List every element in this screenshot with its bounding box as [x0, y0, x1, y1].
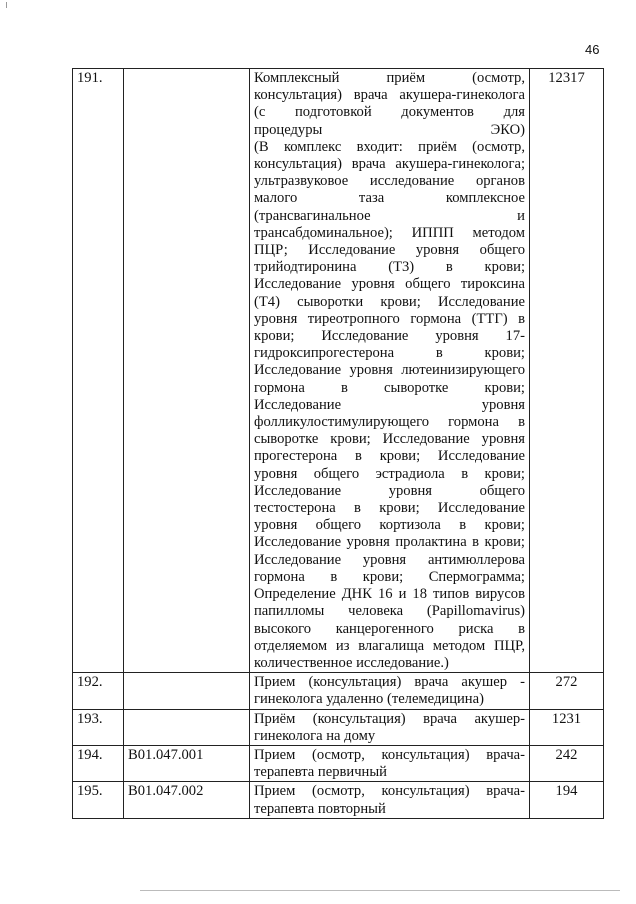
service-name-line: Исследование уровня антимюллерова — [254, 551, 525, 568]
service-name-line: уровня общего кортизола в крови; — [254, 517, 525, 534]
service-price: 242 — [530, 745, 604, 781]
service-name-line: малого таза комплексное — [254, 190, 525, 207]
service-name-line: консультация) врача акушера-гинеколога; — [254, 156, 525, 173]
service-name-line: крови; Исследование уровня 17- — [254, 328, 525, 345]
service-name-line: процедуры ЭКО) — [254, 121, 525, 138]
service-code — [124, 69, 250, 673]
row-number: 192. — [73, 673, 124, 709]
service-price: 1231 — [530, 709, 604, 745]
service-price: 194 — [530, 782, 604, 818]
row-number: 195. — [73, 782, 124, 818]
scan-corner-mark — [6, 2, 13, 8]
service-name-line: Прием (осмотр, консультация) врача- — [254, 746, 525, 763]
service-name-line: (трансвагинальное и — [254, 207, 525, 224]
service-name-line: папилломы человека (Papillomavirus) — [254, 603, 525, 620]
service-name-line: прогестерона в крови; Исследование — [254, 448, 525, 465]
price-table — [72, 68, 604, 819]
service-name-line: гинеколога на дому — [254, 727, 376, 744]
service-name-line: Исследование уровня пролактина в крови; — [254, 534, 525, 551]
service-name — [250, 709, 530, 745]
service-code: В01.047.002 — [124, 782, 250, 818]
row-number: 193. — [73, 709, 124, 745]
service-name-line: Прием (консультация) врача акушер - — [254, 674, 525, 691]
service-price: 12317 — [530, 69, 604, 673]
service-price: 272 — [530, 673, 604, 709]
service-name-line: тестостерона в крови; Исследование — [254, 500, 525, 517]
service-name — [250, 782, 530, 818]
service-name-line: отделяемом из влагалища методом ПЦР, — [254, 637, 525, 654]
service-name-line: Определение ДНК 16 и 18 типов вирусов — [254, 586, 525, 603]
table-row — [73, 673, 604, 709]
price-table-body — [73, 69, 604, 819]
table-row — [73, 709, 604, 745]
service-name-line: сыворотке крови; Исследование уровня — [254, 431, 525, 448]
service-name-line: Комплексный приём (осмотр, — [254, 70, 525, 86]
service-name-line: гинеколога удаленно (телемедицина) — [254, 691, 484, 708]
bottom-rule — [140, 890, 620, 891]
service-name-line: гормона в сыворотке крови; — [254, 379, 525, 396]
service-name-line: гидроксипрогестерона в крови; — [254, 345, 525, 362]
service-name-line: (Т4) сыворотки крови; Исследование — [254, 293, 525, 310]
service-name-line: Прием (осмотр, консультация) врача- — [254, 783, 525, 800]
table-row — [73, 782, 604, 818]
service-name — [250, 745, 530, 781]
service-name-line: гормона в крови; Спермограмма; — [254, 568, 525, 585]
service-name-line: уровня тиреотропного гормона (ТТГ) в — [254, 310, 525, 327]
service-name-line: фолликулостимулирующего гормона в — [254, 414, 525, 431]
row-number: 191. — [73, 69, 124, 673]
row-number: 194. — [73, 745, 124, 781]
table-row — [73, 69, 604, 673]
service-name-line: консультация) врача акушера-гинеколога — [254, 87, 525, 104]
service-name-line: трийодтиронина (Т3) в крови; — [254, 259, 525, 276]
service-name-line: ПЦР; Исследование уровня общего — [254, 242, 525, 259]
service-code: В01.047.001 — [124, 745, 250, 781]
service-name — [250, 673, 530, 709]
service-name-line: терапевта повторный — [254, 800, 386, 817]
service-code — [124, 673, 250, 709]
service-name-line: Исследование уровня общего тироксина — [254, 276, 525, 293]
page-number: 46 — [585, 42, 600, 57]
service-name-line: (с подготовкой документов для — [254, 104, 525, 121]
service-code — [124, 709, 250, 745]
service-name-line: трансабдоминальное); ИППП методом — [254, 224, 525, 241]
service-name-line: (В комплекс входит: приём (осмотр, — [254, 138, 525, 155]
service-name-line: высокого канцерогенного риска в — [254, 620, 525, 637]
service-name-line: количественное исследование.) — [254, 654, 449, 671]
service-name — [250, 69, 530, 673]
service-name-line: Исследование уровня — [254, 396, 525, 413]
service-name-line: Исследование уровня общего — [254, 482, 525, 499]
service-name-line: терапевта первичный — [254, 764, 387, 781]
service-name-line: Приём (консультация) врача акушер- — [254, 710, 525, 727]
service-name-line: уровня общего эстрадиола в крови; — [254, 465, 525, 482]
table-row — [73, 745, 604, 781]
service-name-line: Исследование уровня лютеинизирующего — [254, 362, 525, 379]
service-name-line: ультразвуковое исследование органов — [254, 173, 525, 190]
